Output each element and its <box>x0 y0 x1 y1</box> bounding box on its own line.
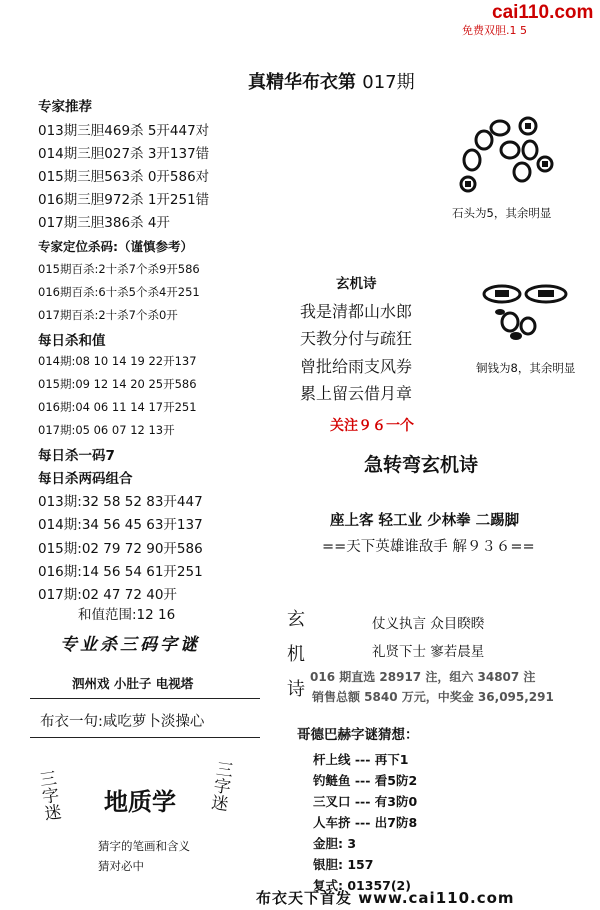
hint-line: 猜字的笔画和含义 <box>98 839 190 853</box>
stats-line: 销售总额 5840 万元，中奖金 36,095,291 <box>312 690 554 704</box>
poem-line: 我是清都山水郎 <box>300 302 413 321</box>
footer-text: 布衣天下首发 www.cai110.com <box>256 889 515 907</box>
position-line: 015期百杀:2十杀7个杀9开586 <box>38 262 200 276</box>
expert-line: 013期三胆469杀 5开447对 <box>38 123 210 139</box>
stone-caption: 石头为5，其余明显 <box>452 206 552 220</box>
expert-line: 017期三胆386杀 4开 <box>38 215 170 231</box>
guess-title: 哥德巴赫字谜猜想： <box>297 727 419 743</box>
guess-line: 复式: 01357(2) <box>313 878 411 893</box>
stone-chain-illustration <box>450 112 560 202</box>
stats-line: 016 期直选 28917 注，组六 34807 注 <box>310 670 536 684</box>
riddle-sub: 泗州戏 小肚子 电视塔 <box>72 676 194 691</box>
riddle-row: 座上客 轻工业 少林拳 二踢脚 <box>330 513 520 529</box>
position-line: 017期百杀:2十杀7个杀0开 <box>38 308 178 322</box>
sum-line: 014期:08 10 14 19 22开137 <box>38 354 197 368</box>
page-title-issue: 017期 <box>362 72 415 93</box>
kill-two-line: 015期:02 79 72 90开586 <box>38 541 203 557</box>
page-title-text: 真精华布衣第 <box>248 72 356 93</box>
position-title: 专家定位杀码:（谨慎参考） <box>38 239 193 254</box>
hint-line: 猜对必中 <box>98 859 144 873</box>
riddle-heading: 专业杀三码字谜 <box>60 635 200 655</box>
poem-line: 天教分付与疏狂 <box>300 329 413 348</box>
coin-illustration <box>478 282 578 342</box>
geology-word: 地质学 <box>104 788 176 816</box>
kill-two-line: 013期:32 58 52 83开447 <box>38 494 203 510</box>
divider <box>30 698 260 699</box>
sum-range: 和值范围:12 16 <box>78 607 176 623</box>
guess-line: 人车挤 --- 出7防8 <box>313 815 418 830</box>
poem-line: 累上留云借月章 <box>300 384 413 403</box>
expert-line: 014期三胆027杀 3开137错 <box>38 146 210 162</box>
kill-two-line: 017期:02 47 72 40开 <box>38 587 177 603</box>
expert-line: 016期三胆972杀 1开251错 <box>38 192 210 208</box>
divider <box>30 737 260 738</box>
sum-line: 016期:04 06 11 14 17开251 <box>38 400 197 414</box>
xuanji-char: 玄 <box>287 609 305 630</box>
follow-text: 关注９６一个 <box>330 418 414 434</box>
xuanji-char: 诗 <box>287 679 305 700</box>
sum-title: 每日杀和值 <box>38 333 106 349</box>
kill-one: 每日杀一码7 <box>38 448 115 464</box>
guess-line: 杆上线 --- 再下1 <box>313 752 409 767</box>
coin-caption: 铜钱为8，其余明显 <box>476 361 576 375</box>
sum-line: 015期:09 12 14 20 25开586 <box>38 377 197 391</box>
xuanji-line: 礼贤下士 寥若晨星 <box>372 644 485 660</box>
kill-two-line: 014期:34 56 45 63开137 <box>38 517 203 533</box>
poem-title: 玄机诗 <box>336 276 377 292</box>
guess-line: 钓鲢鱼 --- 看5防2 <box>313 773 418 788</box>
guess-line: 金胆: 3 <box>313 836 357 851</box>
guess-line: 三叉口 --- 有3防0 <box>313 794 418 809</box>
position-line: 016期百杀:6十杀5个杀4开251 <box>38 285 200 299</box>
sum-line: 017期:05 06 07 12 13开 <box>38 423 175 437</box>
three-char-right: 三字迷 <box>206 758 234 813</box>
poem-line: 曾批给雨支风券 <box>300 357 413 376</box>
xuanji-char: 机 <box>287 644 305 665</box>
three-char-left: 三字迷 <box>34 768 62 823</box>
kill-two-title: 每日杀两码组合 <box>38 471 133 487</box>
kill-two-line: 016期:14 56 54 61开251 <box>38 564 203 580</box>
page-title <box>248 68 415 94</box>
turn-poem-title: 急转弯玄机诗 <box>364 454 479 476</box>
buyi-line: 布衣一句:咸吃萝卜淡操心 <box>40 714 205 730</box>
guess-line: 银胆: 157 <box>313 857 374 872</box>
hero-line: ==天下英雄谁敌手 解９３６== <box>322 539 535 555</box>
expert-title: 专家推荐 <box>38 99 92 115</box>
expert-line: 015期三胆563杀 0开586对 <box>38 169 210 185</box>
free-tag: 免费双胆.1 5 <box>462 24 527 37</box>
xuanji-line: 仗义执言 众目睽睽 <box>372 616 485 632</box>
site-logo: cai110.com <box>492 2 594 23</box>
